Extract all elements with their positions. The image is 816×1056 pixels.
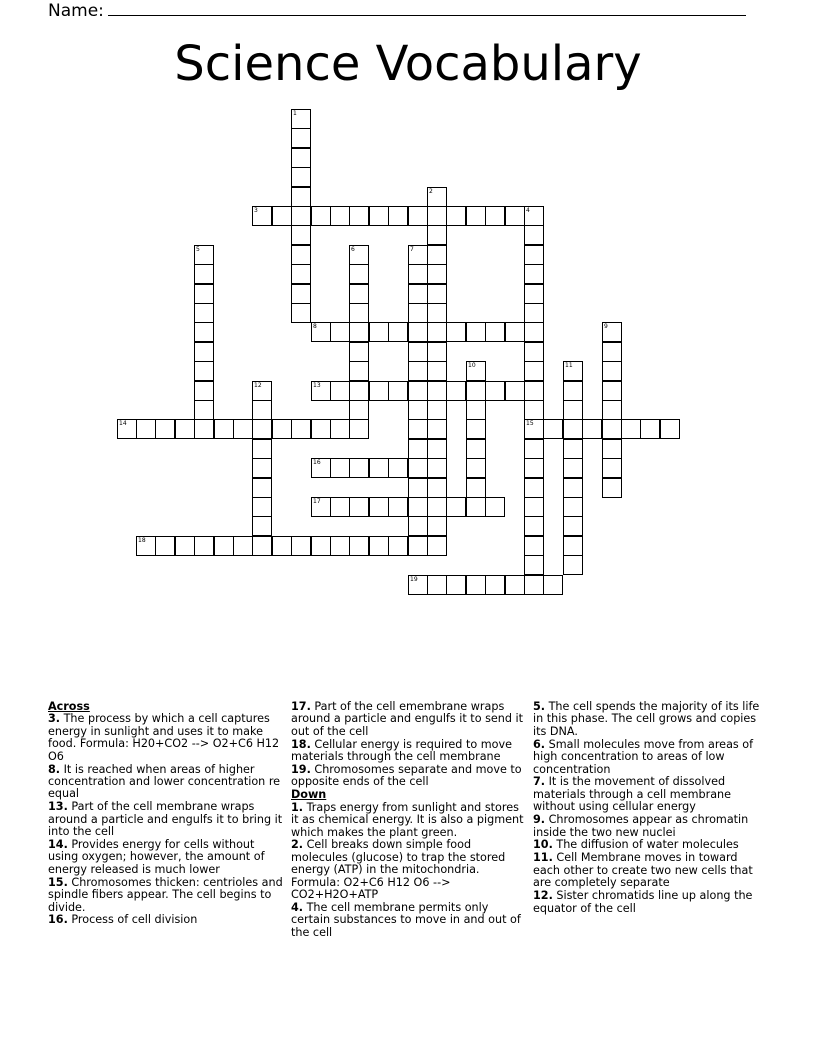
- crossword-cell[interactable]: [660, 419, 680, 439]
- cell-number: 19: [410, 576, 418, 583]
- crossword-cell[interactable]: [408, 206, 428, 226]
- crossword-cell[interactable]: [252, 439, 272, 459]
- crossword-cell[interactable]: [330, 322, 350, 342]
- across-heading: Across: [48, 700, 90, 713]
- cell-number: 13: [313, 382, 321, 389]
- crossword-cell[interactable]: [446, 575, 466, 595]
- crossword-cell[interactable]: [388, 206, 408, 226]
- clue-down-2: 2. Cell breaks down simple food molecules (glucose) to trap the stored energy (ATP) in the mitochondria. Formula: O2+C6 H12 O6 --> CO2+H2O+ATP: [291, 838, 506, 902]
- cell-number: 18: [138, 537, 146, 544]
- crossword-cell[interactable]: [602, 342, 622, 362]
- crossword-cell[interactable]: [349, 303, 369, 323]
- cell-number: 11: [565, 362, 573, 369]
- crossword-cell[interactable]: [272, 206, 292, 226]
- crossword-cell[interactable]: [272, 536, 292, 556]
- crossword-cell[interactable]: [524, 400, 544, 420]
- crossword-cell[interactable]: [311, 497, 331, 517]
- crossword-cell[interactable]: [485, 322, 505, 342]
- crossword-cell[interactable]: [563, 381, 583, 401]
- crossword-cell[interactable]: [602, 419, 622, 439]
- crossword-cell[interactable]: [252, 381, 272, 401]
- crossword-cell[interactable]: [466, 400, 486, 420]
- crossword-cell[interactable]: [155, 536, 175, 556]
- crossword-cell[interactable]: [446, 497, 466, 517]
- crossword-cell[interactable]: [369, 206, 389, 226]
- crossword-cell[interactable]: [349, 381, 369, 401]
- crossword-cell[interactable]: [543, 419, 563, 439]
- crossword-cell[interactable]: [330, 206, 350, 226]
- crossword-cell[interactable]: [427, 225, 447, 245]
- crossword-cell[interactable]: [427, 478, 447, 498]
- crossword-cell[interactable]: [427, 381, 447, 401]
- crossword-cell[interactable]: [408, 284, 428, 304]
- crossword-cell[interactable]: [194, 303, 214, 323]
- crossword-cell[interactable]: [349, 284, 369, 304]
- cell-number: 16: [313, 459, 321, 466]
- crossword-cell[interactable]: [466, 322, 486, 342]
- cell-number: 6: [351, 246, 355, 253]
- crossword-cell[interactable]: [272, 419, 292, 439]
- page-title: Science Vocabulary: [174, 36, 642, 92]
- crossword-cell[interactable]: [252, 497, 272, 517]
- crossword-cell[interactable]: [291, 225, 311, 245]
- crossword-cell[interactable]: [233, 536, 253, 556]
- crossword-cell[interactable]: [194, 284, 214, 304]
- crossword-cell[interactable]: [563, 536, 583, 556]
- crossword-cell[interactable]: [252, 419, 272, 439]
- cell-number: 2: [429, 188, 433, 195]
- crossword-cell[interactable]: [330, 419, 350, 439]
- crossword-cell[interactable]: [524, 361, 544, 381]
- crossword-cell[interactable]: [446, 206, 466, 226]
- clue-down-6: 6. Small molecules move from areas of high concentration to areas of low concentration: [533, 737, 754, 776]
- crossword-cell[interactable]: [427, 264, 447, 284]
- crossword-cell[interactable]: [330, 497, 350, 517]
- clue-across-13: 13. Part of the cell membrane wraps around a particle and engulfs it to bring it into the cell: [48, 800, 283, 839]
- crossword-cell[interactable]: [291, 264, 311, 284]
- crossword-cell[interactable]: [349, 322, 369, 342]
- cell-number: 15: [526, 420, 534, 427]
- clue-across-19: 19. Chromosomes separate and move to opposite ends of the cell: [291, 763, 522, 789]
- crossword-cell[interactable]: [524, 516, 544, 536]
- crossword-cell[interactable]: [602, 361, 622, 381]
- crossword-cell[interactable]: [369, 322, 389, 342]
- crossword-cell[interactable]: [194, 419, 214, 439]
- crossword-cell[interactable]: [466, 419, 486, 439]
- crossword-cell[interactable]: [524, 381, 544, 401]
- clue-down-10: 10. The diffusion of water molecules: [533, 838, 739, 852]
- cell-number: 4: [526, 207, 530, 214]
- crossword-cell[interactable]: [291, 187, 311, 207]
- crossword-cell[interactable]: [330, 458, 350, 478]
- clue-down-4: 4. The cell membrane permits only certain substances to move in and out of the cell: [291, 901, 521, 939]
- clue-down-5: 5. The cell spends the majority of its life in this phase. The cell grows and copies its DNA.: [533, 700, 760, 738]
- down-heading: Down: [291, 788, 327, 802]
- crossword-cell[interactable]: [524, 536, 544, 556]
- crossword-cell[interactable]: [408, 322, 428, 342]
- crossword-cell[interactable]: [291, 245, 311, 265]
- crossword-cell[interactable]: [505, 206, 525, 226]
- crossword-cell[interactable]: [602, 458, 622, 478]
- crossword-cell[interactable]: [291, 303, 311, 323]
- crossword-cell[interactable]: [427, 187, 447, 207]
- crossword-cell[interactable]: [194, 536, 214, 556]
- crossword-cell[interactable]: [485, 575, 505, 595]
- crossword-cell[interactable]: [427, 419, 447, 439]
- crossword-cell[interactable]: [485, 206, 505, 226]
- crossword-cell[interactable]: [524, 575, 544, 595]
- crossword-cell[interactable]: [291, 419, 311, 439]
- crossword-cell[interactable]: [291, 284, 311, 304]
- crossword-cell[interactable]: [311, 381, 331, 401]
- crossword-cell[interactable]: [408, 439, 428, 459]
- crossword-cell[interactable]: [505, 322, 525, 342]
- crossword-cell[interactable]: [427, 497, 447, 517]
- crossword-cell[interactable]: [563, 400, 583, 420]
- crossword-cell[interactable]: [466, 478, 486, 498]
- crossword-cell[interactable]: [408, 342, 428, 362]
- crossword-cell[interactable]: [524, 478, 544, 498]
- crossword-cell[interactable]: [252, 536, 272, 556]
- cell-number: 17: [313, 498, 321, 505]
- crossword-cell[interactable]: [427, 245, 447, 265]
- crossword-cell[interactable]: [563, 555, 583, 575]
- cell-number: 12: [254, 382, 262, 389]
- crossword-cell[interactable]: [427, 575, 447, 595]
- crossword-cell[interactable]: [175, 419, 195, 439]
- crossword-cell[interactable]: [524, 206, 544, 226]
- crossword-cell[interactable]: [388, 536, 408, 556]
- crossword-cell[interactable]: [349, 536, 369, 556]
- crossword-cell[interactable]: [466, 497, 486, 517]
- crossword-cell[interactable]: [640, 419, 660, 439]
- crossword-cell[interactable]: [466, 458, 486, 478]
- crossword-cell[interactable]: [349, 419, 369, 439]
- crossword-cell[interactable]: [466, 381, 486, 401]
- crossword-cell[interactable]: [252, 206, 272, 226]
- crossword-cell[interactable]: [427, 400, 447, 420]
- crossword-cell[interactable]: [136, 536, 156, 556]
- crossword-cell[interactable]: [466, 206, 486, 226]
- crossword-cell[interactable]: [369, 381, 389, 401]
- crossword-cell[interactable]: [408, 361, 428, 381]
- crossword-cell[interactable]: [155, 419, 175, 439]
- crossword-cell[interactable]: [466, 439, 486, 459]
- crossword-cell[interactable]: [602, 400, 622, 420]
- crossword-cell[interactable]: [602, 478, 622, 498]
- crossword-cell[interactable]: [563, 361, 583, 381]
- crossword-cell[interactable]: [388, 497, 408, 517]
- crossword-cell[interactable]: [408, 303, 428, 323]
- crossword-cell[interactable]: [311, 536, 331, 556]
- clue-down-9: 9. Chromosomes appear as chromatin inside the two new nuclei: [533, 813, 749, 839]
- crossword-cell[interactable]: [408, 458, 428, 478]
- crossword-cell[interactable]: [524, 264, 544, 284]
- clue-across-15: 15. Chromosomes thicken: centrioles and spindle fibers appear. The cell begins to divide.: [48, 875, 283, 914]
- crossword-cell[interactable]: [524, 439, 544, 459]
- crossword-cell[interactable]: [117, 419, 137, 439]
- crossword-cell[interactable]: [194, 361, 214, 381]
- cell-number: 5: [196, 246, 200, 253]
- crossword-cell[interactable]: [446, 322, 466, 342]
- clue-across-17: 17. Part of the cell emembrane wraps around a particle and engulfs it to send it out of the cell: [291, 700, 524, 738]
- clue-across-8: 8. It is reached when areas of higher concentration and lower concentration re equal: [48, 762, 281, 801]
- crossword-cell[interactable]: [466, 575, 486, 595]
- crossword-cell[interactable]: [524, 225, 544, 245]
- crossword-cell[interactable]: [311, 419, 331, 439]
- clue-down-1: 1. Traps energy from sunlight and stores it as chemical energy. It is also a pigment which makes the plant green.: [291, 800, 524, 839]
- crossword-cell[interactable]: [408, 419, 428, 439]
- cell-number: 9: [604, 323, 608, 330]
- crossword-cell[interactable]: [194, 245, 214, 265]
- crossword-cell[interactable]: [349, 400, 369, 420]
- crossword-cell[interactable]: [349, 264, 369, 284]
- crossword-cell[interactable]: [408, 516, 428, 536]
- clue-across-14: 14. Provides energy for cells without using oxygen; however, the amount of energy released is much lower: [48, 837, 265, 876]
- clue-across-18: 18. Cellular energy is required to move materials through the cell membrane: [291, 737, 513, 764]
- crossword-cell[interactable]: [408, 478, 428, 498]
- crossword-cell[interactable]: [194, 381, 214, 401]
- crossword-cell[interactable]: [408, 575, 428, 595]
- crossword-cell[interactable]: [408, 264, 428, 284]
- crossword-cell[interactable]: [563, 497, 583, 517]
- crossword-cell[interactable]: [524, 497, 544, 517]
- crossword-cell[interactable]: [427, 284, 447, 304]
- clue-down-7: 7. It is the movement of dissolved materials through a cell membrane without using cellular energy: [533, 775, 732, 814]
- crossword-cell[interactable]: [194, 400, 214, 420]
- crossword-cell[interactable]: [214, 536, 234, 556]
- crossword-cell[interactable]: [543, 575, 563, 595]
- crossword-cell[interactable]: [602, 439, 622, 459]
- crossword-cell[interactable]: [427, 303, 447, 323]
- crossword-cell[interactable]: [485, 497, 505, 517]
- clue-down-12: 12. Sister chromatids line up along the equator of the cell: [533, 889, 753, 915]
- crossword-cell[interactable]: [291, 148, 311, 168]
- crossword-cell[interactable]: [291, 536, 311, 556]
- crossword-cell[interactable]: [194, 342, 214, 362]
- crossword-cell[interactable]: [427, 342, 447, 362]
- crossword-cell[interactable]: [485, 381, 505, 401]
- clue-across-3: 3. The process by which a cell captures energy in sunlight and uses it to make food. Formula: H20+CO2 --> O2+C6 H12 O6: [48, 712, 280, 763]
- crossword-cell[interactable]: [311, 322, 331, 342]
- crossword-cell[interactable]: [408, 245, 428, 265]
- crossword-cell[interactable]: [252, 400, 272, 420]
- crossword-cell[interactable]: [427, 516, 447, 536]
- crossword-cell[interactable]: [388, 381, 408, 401]
- crossword-cell[interactable]: [427, 439, 447, 459]
- crossword-cell[interactable]: [194, 322, 214, 342]
- cell-number: 10: [468, 362, 476, 369]
- crossword-cell[interactable]: [408, 497, 428, 517]
- crossword-cell[interactable]: [427, 322, 447, 342]
- clues-column-3: [533, 701, 763, 915]
- crossword-cell[interactable]: [349, 245, 369, 265]
- crossword-cell[interactable]: [408, 381, 428, 401]
- crossword-cell[interactable]: [427, 458, 447, 478]
- crossword-cell[interactable]: [563, 419, 583, 439]
- crossword-cell[interactable]: [427, 361, 447, 381]
- clues-column-2: [291, 701, 525, 940]
- crossword-cell[interactable]: [311, 458, 331, 478]
- cell-number: 3: [254, 207, 258, 214]
- crossword-cell[interactable]: [214, 419, 234, 439]
- crossword-cell[interactable]: [252, 516, 272, 536]
- crossword-cell[interactable]: [311, 206, 331, 226]
- crossword-cell[interactable]: [427, 536, 447, 556]
- crossword-cell[interactable]: [349, 361, 369, 381]
- crossword-cell[interactable]: [621, 419, 641, 439]
- cell-number: 8: [313, 323, 317, 330]
- crossword-cell[interactable]: [466, 361, 486, 381]
- crossword-cell[interactable]: [388, 458, 408, 478]
- clue-across-16: 16. Process of cell division: [48, 913, 198, 927]
- crossword-cell[interactable]: [349, 206, 369, 226]
- crossword-cell[interactable]: [563, 458, 583, 478]
- crossword-cell[interactable]: [291, 206, 311, 226]
- crossword-cell[interactable]: [563, 478, 583, 498]
- crossword-cell[interactable]: [524, 342, 544, 362]
- crossword-cell[interactable]: [524, 458, 544, 478]
- crossword-cell[interactable]: [252, 458, 272, 478]
- crossword-cell[interactable]: [369, 458, 389, 478]
- crossword-cell[interactable]: [369, 536, 389, 556]
- crossword-cell[interactable]: [524, 303, 544, 323]
- crossword-cell[interactable]: [563, 439, 583, 459]
- crossword-cell[interactable]: [524, 245, 544, 265]
- cell-number: 1: [293, 110, 297, 117]
- crossword-cell[interactable]: [524, 419, 544, 439]
- crossword-cell[interactable]: [408, 536, 428, 556]
- crossword-cell[interactable]: [349, 497, 369, 517]
- crossword-cell[interactable]: [330, 536, 350, 556]
- cell-number: 14: [119, 420, 127, 427]
- crossword-cell[interactable]: [388, 322, 408, 342]
- crossword-cell[interactable]: [291, 128, 311, 148]
- crossword-cell[interactable]: [524, 322, 544, 342]
- crossword-cell[interactable]: [330, 381, 350, 401]
- crossword-cell[interactable]: [175, 536, 195, 556]
- cell-number: 7: [410, 246, 414, 253]
- clue-down-11: 11. Cell Membrane moves in toward each other to create two new cells that are completely separate: [533, 851, 753, 890]
- crossword-cell[interactable]: [427, 206, 447, 226]
- clues-column-1: [48, 701, 284, 927]
- crossword-cell[interactable]: [291, 167, 311, 187]
- crossword-cell[interactable]: [136, 419, 156, 439]
- crossword-cell[interactable]: [563, 516, 583, 536]
- crossword-cell[interactable]: [602, 381, 622, 401]
- crossword-cell[interactable]: [505, 381, 525, 401]
- crossword-cell[interactable]: [602, 322, 622, 342]
- crossword-cell[interactable]: [408, 400, 428, 420]
- crossword-cell[interactable]: [233, 419, 253, 439]
- crossword-cell[interactable]: [582, 419, 602, 439]
- crossword-cell[interactable]: [349, 458, 369, 478]
- name-label: Name:: [48, 1, 104, 21]
- crossword-cell[interactable]: [349, 342, 369, 362]
- crossword-cell[interactable]: [252, 478, 272, 498]
- crossword-cell[interactable]: [524, 284, 544, 304]
- crossword-cell[interactable]: [291, 109, 311, 129]
- crossword-cell[interactable]: [446, 381, 466, 401]
- crossword-cell[interactable]: [369, 497, 389, 517]
- crossword-cell[interactable]: [524, 555, 544, 575]
- crossword-cell[interactable]: [194, 264, 214, 284]
- crossword-cell[interactable]: [505, 575, 525, 595]
